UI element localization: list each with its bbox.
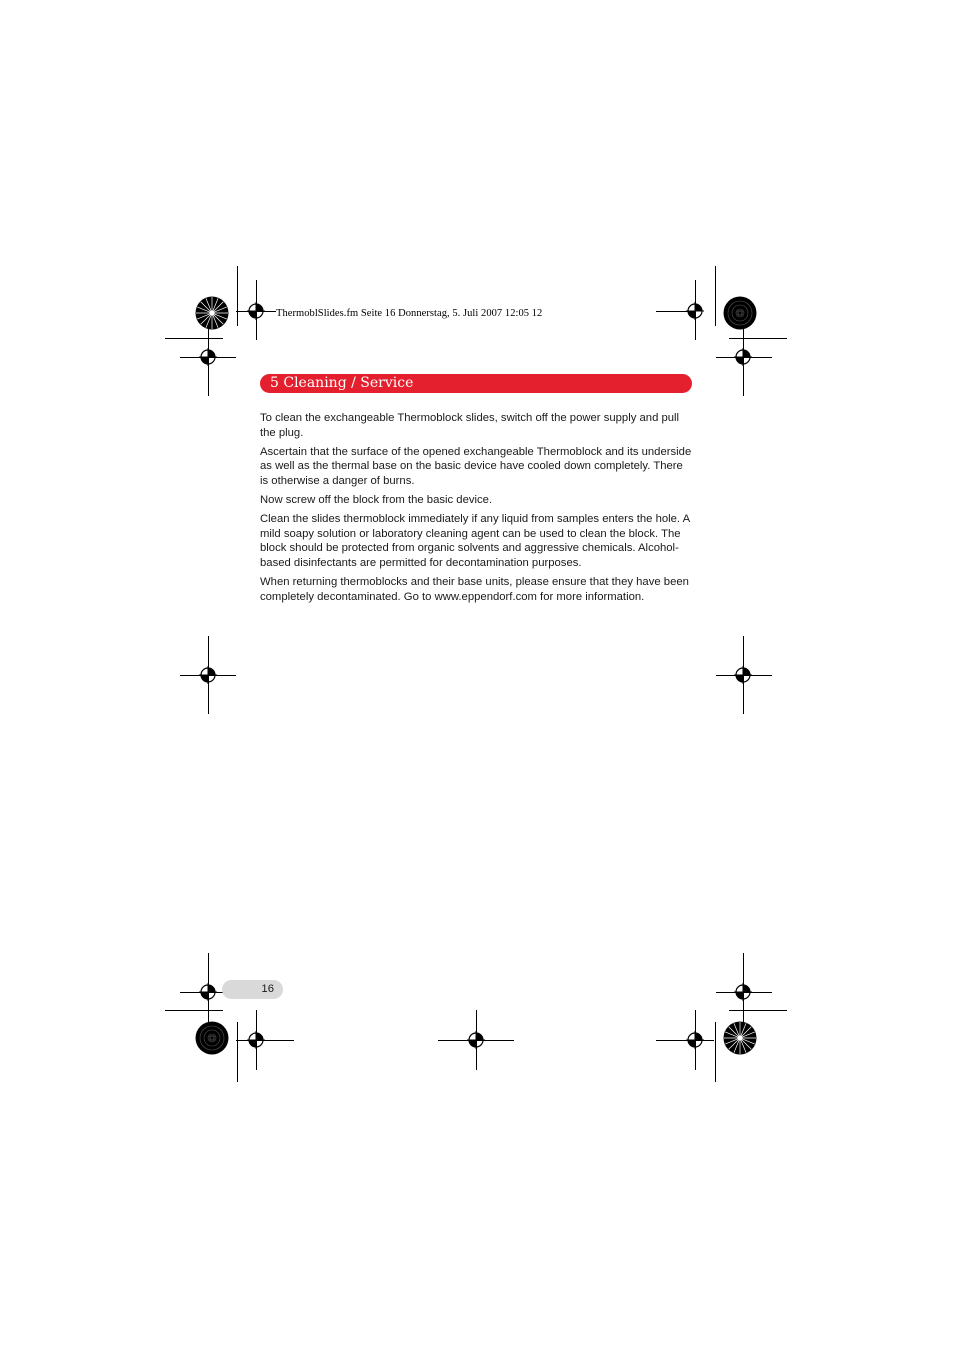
crop-mark — [729, 1010, 787, 1011]
registration-target-icon — [199, 348, 217, 366]
reg-line — [656, 1040, 714, 1041]
crop-mark — [165, 1010, 223, 1011]
crop-mark — [715, 266, 716, 326]
paragraph: To clean the exchangeable Thermoblock slides, switch off the power supply and pull the plug. — [260, 412, 680, 439]
paragraph: Now screw off the block from the basic device. — [260, 493, 493, 506]
paragraph: Clean the slides thermoblock immediately if any liquid from samples enters the hole. A mild soapy solution or laboratory cleaning agent can be used to clean the block. The block should be protected from organic solvents and aggressive chemicals. Alcohol-based disinfectants are permitted for decontamination purposes. — [260, 513, 690, 569]
starburst-rosette-icon — [723, 1021, 757, 1055]
page-number: 16 — [261, 983, 274, 995]
paragraph: When returning thermoblocks and their base units, please ensure that they have been completely decontaminated. Go to www.eppendorf.com for more information. — [260, 575, 689, 603]
starburst-rosette-icon — [195, 296, 229, 330]
registration-target-icon — [686, 1031, 704, 1049]
registration-target-icon — [734, 348, 752, 366]
crop-mark — [165, 338, 223, 339]
section-title: 5 Cleaning / Service — [270, 375, 414, 391]
registration-target-icon — [199, 983, 217, 1001]
file-slug: ThermoblSlides.fm Seite 16 Donnerstag, 5. Juli 2007 12:05 12 — [276, 308, 543, 319]
registration-target-icon — [247, 1031, 265, 1049]
crop-mark — [237, 1022, 238, 1082]
registration-target-icon — [247, 302, 265, 320]
reg-line — [236, 1040, 294, 1041]
starburst-rosette-icon — [723, 296, 757, 330]
registration-target-icon — [467, 1031, 485, 1049]
registration-target-icon — [734, 983, 752, 1001]
registration-target-icon — [686, 302, 704, 320]
paragraph: Ascertain that the surface of the opened exchangeable Thermoblock and its underside as well as the thermal base on the basic device have cooled down completely. There is otherwise a danger of burns. — [260, 445, 692, 487]
page-number-tab — [222, 980, 283, 999]
starburst-rosette-icon — [195, 1021, 229, 1055]
crop-mark — [729, 338, 787, 339]
registration-target-icon — [199, 666, 217, 684]
section-header-bar — [260, 374, 692, 393]
crop-mark — [237, 266, 238, 326]
crop-mark — [715, 1022, 716, 1082]
body-text — [260, 411, 692, 609]
registration-target-icon — [734, 666, 752, 684]
